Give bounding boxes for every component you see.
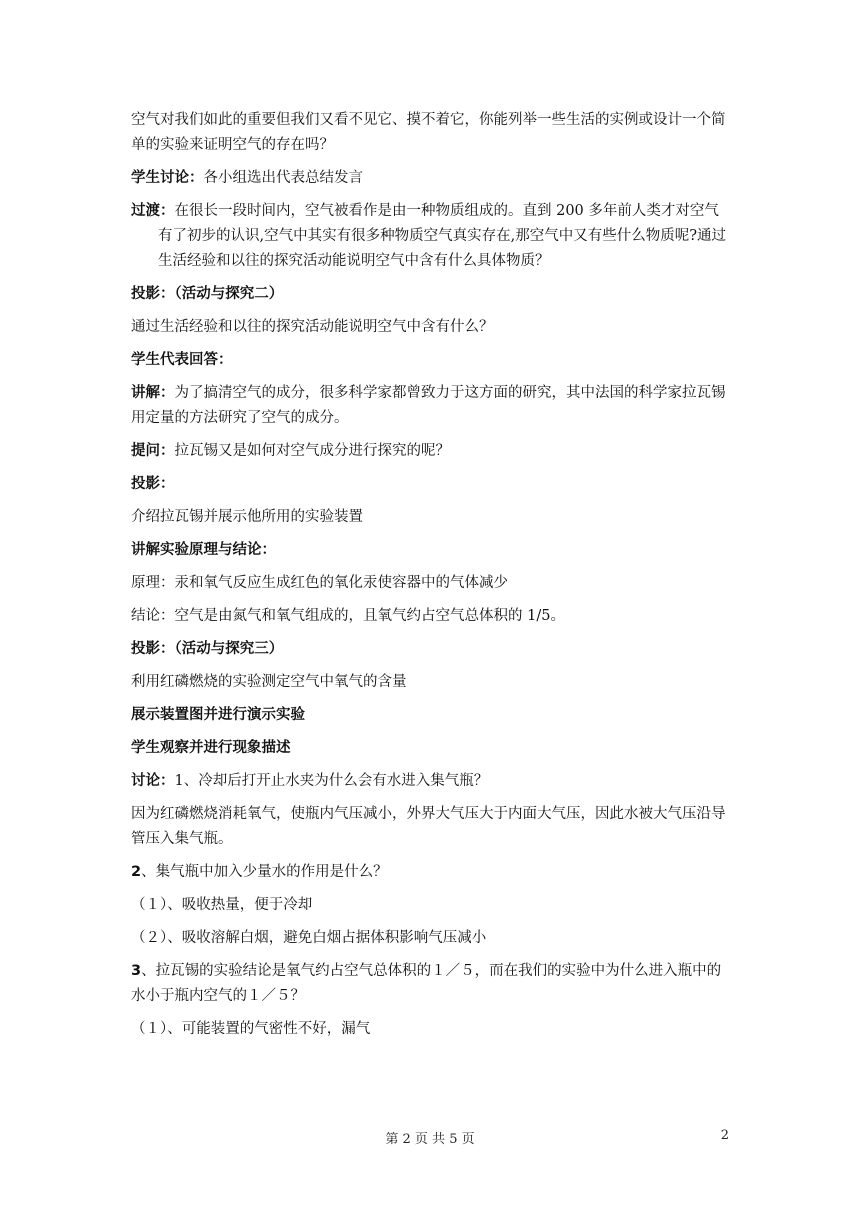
paragraph-text: 各小组选出代表总结发言 — [203, 170, 363, 186]
paragraph — [131, 472, 731, 497]
paragraph-label: 投影： — [131, 476, 175, 492]
paragraph — [131, 439, 731, 464]
paragraph — [131, 860, 731, 885]
paragraph — [131, 769, 731, 794]
paragraph — [131, 926, 731, 951]
paragraph-label: 投影：（活动与探究二） — [131, 286, 284, 302]
paragraph-text: 利用红磷燃烧的实验测定空气中氧气的含量 — [131, 674, 407, 690]
paragraph-label: 学生观察并进行现象描述 — [131, 740, 291, 756]
paragraph — [131, 604, 731, 629]
paragraph — [131, 538, 731, 563]
paragraph-label: 讲解： — [131, 385, 175, 401]
paragraph-label: 学生代表回答： — [131, 352, 233, 368]
paragraph-text: 为了搞清空气的成分，很多科学家都曾致力于这方面的研究，其中法国的科学家拉瓦锡用定量的方法研究了空气的成分。 — [131, 385, 726, 426]
paragraph-text: 原理：汞和氧气反应生成红色的氧化汞使容器中的气体减少 — [131, 575, 508, 591]
paragraph-label: 2 — [131, 864, 142, 880]
paragraph-label: 过渡： — [131, 203, 175, 219]
paragraph-text: 因为红磷燃烧消耗氧气，使瓶内气压减小，外界大气压大于内面大气压，因此水被大气压沿导管压入集气瓶。 — [131, 806, 726, 847]
paragraph — [131, 571, 731, 596]
paragraph-text: 、拉瓦锡的实验结论是氧气约占空气总体积的１／５，而在我们的实验中为什么进入瓶中的水小于瓶内空气的１／５？ — [131, 963, 722, 1004]
paragraph-label: 展示装置图并进行演示实验 — [131, 707, 305, 723]
paragraph — [131, 703, 731, 728]
paragraph — [131, 108, 731, 158]
paragraph-text: 在很长一段时间内，空气被看作是由一种物质组成的。直到 200 多年前人类才对空气有了初步的认识,空气中其实有很多种物质空气真实存在,那空气中又有些什么物质呢?通过生活经验和以往的探究活动能说明空气中含有什么具体物质？ — [158, 203, 726, 269]
paragraph-label: 提问： — [131, 443, 175, 459]
paragraph-text: （２）、吸收溶解白烟，避免白烟占据体积影响气压减小 — [131, 930, 487, 946]
page-info: 第 2 页 共 5 页 — [385, 1132, 475, 1147]
paragraph — [131, 959, 731, 1009]
paragraph — [131, 670, 731, 695]
paragraph-label: 讨论： — [131, 773, 175, 789]
paragraph — [131, 282, 731, 307]
paragraph-text: 、集气瓶中加入少量水的作用是什么？ — [141, 864, 388, 880]
paragraph-text: （１）、可能装置的气密性不好，漏气 — [131, 1021, 371, 1037]
paragraph — [131, 802, 731, 852]
paragraph — [131, 505, 731, 530]
paragraph-text: 通过生活经验和以往的探究活动能说明空气中含有什么？ — [131, 319, 494, 335]
paragraph — [131, 199, 731, 274]
paragraph-text: 结论：空气是由氮气和氧气组成的，且氧气约占空气总体积的 1/5。 — [131, 608, 565, 624]
paragraph-label: 投影：（活动与探究三） — [131, 641, 284, 657]
paragraph-text: 空气对我们如此的重要但我们又看不见它、摸不着它，你能列举一些生活的实例或设计一个简单的实验来证明空气的存在吗？ — [131, 112, 726, 153]
paragraph — [131, 1017, 731, 1042]
paragraph-text: 拉瓦锡又是如何对空气成分进行探究的呢？ — [174, 443, 450, 459]
paragraph-text: （１）、吸收热量，便于冷却 — [131, 897, 313, 913]
paragraph-text: 1、冷却后打开止水夹为什么会有水进入集气瓶？ — [174, 773, 489, 789]
page-number: 2 — [720, 1128, 729, 1143]
paragraph — [131, 381, 731, 431]
paragraph — [131, 893, 731, 918]
paragraph-label: 讲解实验原理与结论： — [131, 542, 276, 558]
paragraph — [131, 348, 731, 373]
paragraph — [131, 166, 731, 191]
paragraph — [131, 736, 731, 761]
document-body — [131, 108, 731, 1050]
paragraph-label: 学生讨论： — [131, 170, 204, 186]
paragraph-label: 3 — [131, 963, 142, 979]
paragraph — [131, 315, 731, 340]
paragraph — [131, 637, 731, 662]
paragraph-text: 介绍拉瓦锡并展示他所用的实验装置 — [131, 509, 363, 525]
